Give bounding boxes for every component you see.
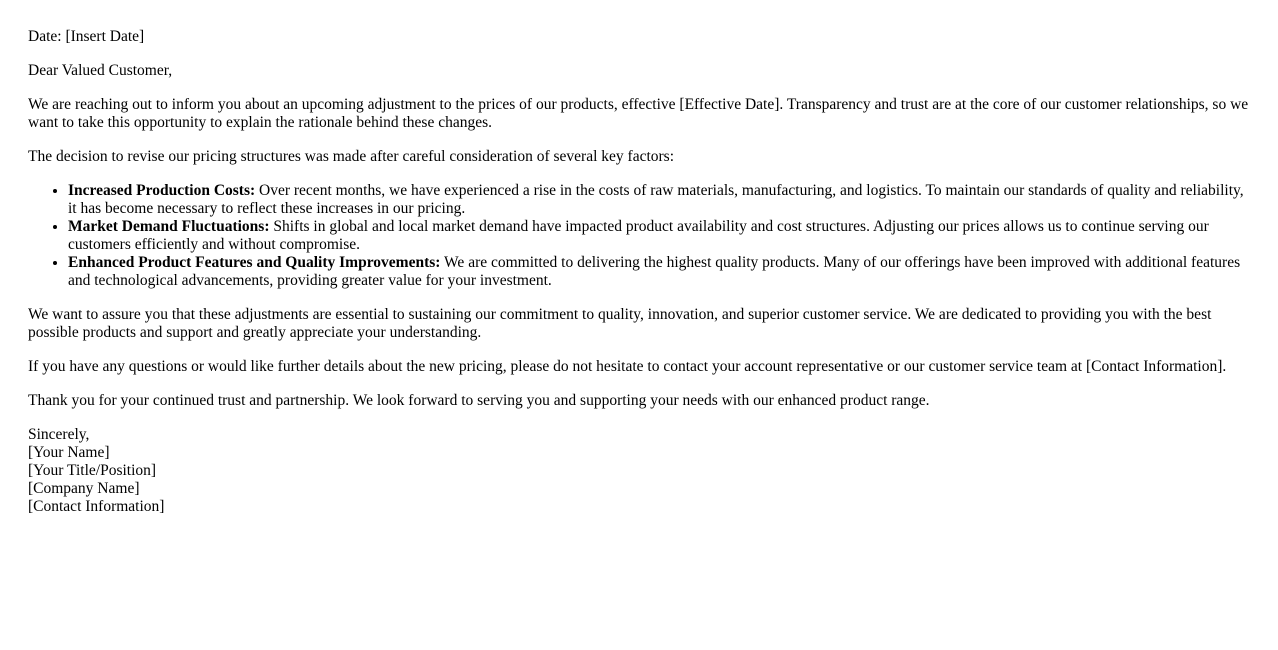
assurance-paragraph: We want to assure you that these adjustments are essential to sustaining our commitment to quality, innovation, and superior customer service. We are dedicated to providing you with the best possible products and support and greatly appreciate your understanding.: [28, 306, 1212, 341]
factor-text: We are committed to delivering the highest quality products. Many of our offerings have been improved with additional features and technological advancements, providing greater value for your investment.: [68, 254, 1241, 289]
factor-title: Enhanced Product Features and Quality Improvements:: [68, 254, 441, 271]
salutation: Dear Valued Customer,: [28, 62, 173, 79]
list-item: [68, 254, 1250, 290]
intro-paragraph: We are reaching out to inform you about an upcoming adjustment to the prices of our products, effective [Effective Date]. Transparency and trust are at the core of our customer relationships, so we want to take this opportunity to explain the rationale behind these changes.: [28, 96, 1249, 131]
factor-text: Shifts in global and local market demand have impacted product availability and cost structures. Adjusting our prices allows us to continue serving our customers efficiently and without compromise.: [68, 218, 1209, 253]
signature-title: [Your Title/Position]: [28, 462, 157, 479]
factor-title: Increased Production Costs:: [68, 182, 256, 199]
list-item: [68, 218, 1250, 254]
factors-list: [28, 182, 1250, 290]
date-line: Date: [Insert Date]: [28, 28, 145, 45]
signature-name: [Your Name]: [28, 444, 110, 461]
signature-company: [Company Name]: [28, 480, 140, 497]
questions-paragraph: If you have any questions or would like further details about the new pricing, please do not hesitate to contact your account representative or our customer service team at [Contact Information].: [28, 358, 1227, 375]
factor-title: Market Demand Fluctuations:: [68, 218, 270, 235]
factors-intro-paragraph: The decision to revise our pricing structures was made after careful consideration of several key factors:: [28, 148, 675, 165]
signature-block: [28, 426, 1250, 516]
signature-closing: Sincerely,: [28, 426, 90, 443]
thanks-paragraph: Thank you for your continued trust and partnership. We look forward to serving you and supporting your needs with our enhanced product range.: [28, 392, 930, 409]
factor-text: Over recent months, we have experienced a rise in the costs of raw materials, manufacturing, and logistics. To maintain our standards of quality and reliability, it has become necessary to reflect these increases in our pricing.: [68, 182, 1244, 217]
list-item: [68, 182, 1250, 218]
signature-contact: [Contact Information]: [28, 498, 165, 515]
